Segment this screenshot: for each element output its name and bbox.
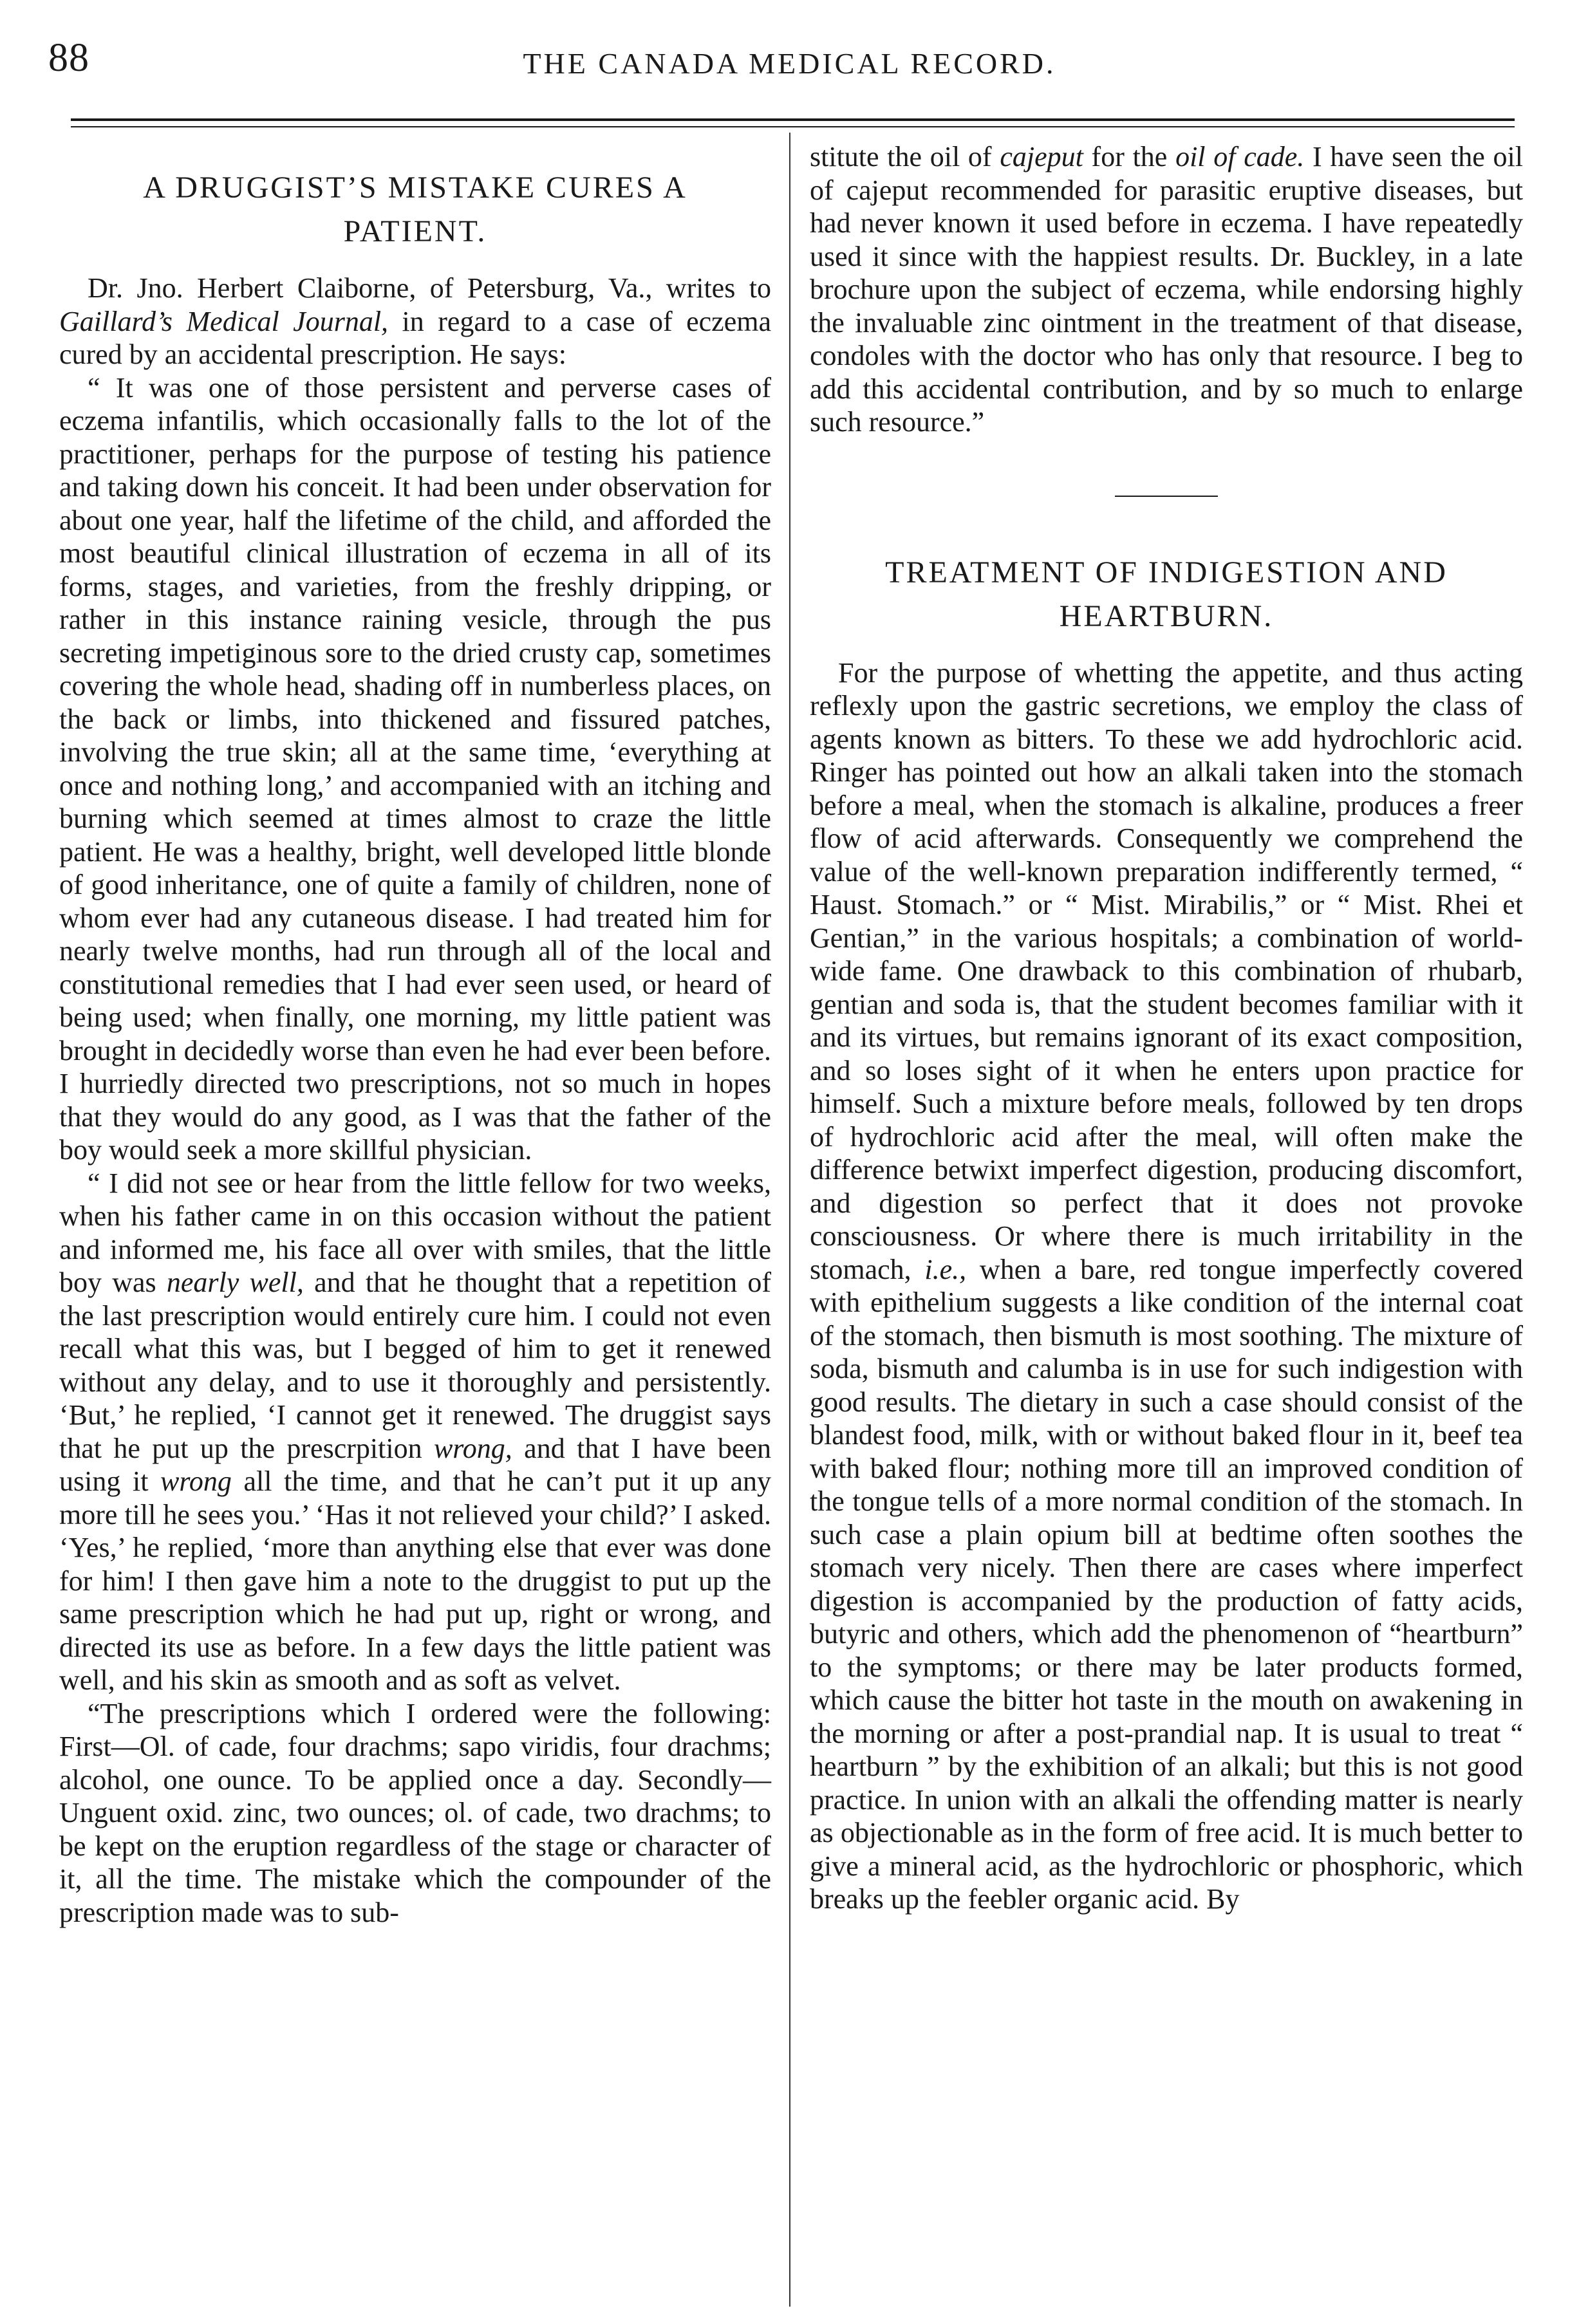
section-divider xyxy=(1115,496,1218,497)
paragraph: “The prescriptions which I ordered were the following: First—Ol. of cade, four drachms; sapo viridis, four drachms; alcohol, one ounce. To be applied once a day. Secondly—Unguent oxid. zinc, two ounces; ol. of cade, two drachms; to be kept on the eruption regardless of the stage or character of it, all the time. The mistake which the compounder of the prescription made was to sub- xyxy=(59,1697,771,1928)
article-title-indigestion: TREATMENT OF INDIGESTION AND HEARTBURN. xyxy=(885,555,1448,633)
column-divider xyxy=(789,133,790,2307)
article-title-druggist: A DRUGGIST’S MISTAKE CURES A PATIENT. xyxy=(143,171,687,248)
left-column xyxy=(59,140,771,1929)
paragraph: “ It was one of those persistent and perverse cases of eczema infantilis, which occasionally falls to the lot of the practitioner, perhaps for the purpose of testing his patience and taking down his conceit. It had been under observation for about one year, half the lifetime of the child, and afforded the most beautiful clinical illustration of eczema in all of its forms, stages, and varieties, from the freshly dripping, or rather in this instance raining vesicle, through the pus secreting impetiginous sore to the dried crusty cap, sometimes covering the whole head, shading off in numberless places, on the back or limbs, into thickened and fissured patches, involving the true skin; all at the same time, ‘everything at once and nothing long,’ and accompanied with an itching and burning which seemed at times almost to craze the little patient. He was a healthy, bright, well developed little blonde of good inheritance, one of quite a family of children, none of whom ever had any cutaneous disease. I had treated him for nearly twelve months, had run through all of the local and constitutional remedies that I had ever seen used, or heard of being used; when finally, one morning, my little patient was brought in decidedly worse than even he had ever been before. I hurriedly directed two prescriptions, not so much in hopes that they would do any good, as I was that the father of the boy would seek a more skillful physician. xyxy=(59,371,771,1166)
paragraph: For the purpose of whetting the appetite, and thus acting reflexly upon the gastric secretions, we employ the class of agents known as bitters. To these we add hydrochloric acid. Ringer has pointed out how an alkali taken into the stomach before a meal, when the stomach is alkaline, produces a freer flow of acid afterwards. Consequently we comprehend the value of the well-known preparation indifferently termed, “ Haust. Stomach.” or “ Mist. Mirabilis,” or “ Mist. Rhei et Gentian,” in the various hospitals; a combination of world-wide fame. One drawback to this combination of rhubarb, gentian and soda is, that the student becomes familiar with it and its virtues, but remains ignorant of its exact composition, and so loses sight of it when he enters upon practice for himself. Such a mixture before meals, followed by ten drops of hydrochloric acid after the meal, will often make the difference betwixt imperfect digestion, producing discomfort, and digestion so perfect that it does not provoke consciousness. Or where there is much irritability in the stomach, i.e., when a bare, red tongue imperfectly covered with epithelium suggests a like condition of the internal coat of the stomach, then bismuth is most soothing. The mixture of soda, bismuth and calumba is in use for such indigestion with good results. The dietary in such a case should consist of the blandest food, milk, with or without baked flour in it, beef tea with baked flour; nothing more till an improved condition of the tongue tells of a more normal condition of the stomach. In such case a plain opium bill at bedtime often soothes the stomach very nicely. Then there are cases where imperfect digestion is accompanied by the production of fatty acids, butyric and others, which add the phenomenon of “heartburn” to the symptoms; or there may be later products formed, which cause the bitter hot taste in the mouth on awakening in the morning or after a post-prandial nap. It is usual to treat “ heartburn ” by the exhibition of an alkali; but this is not good practice. In union with an alkali the offending matter is nearly as objectionable as in the form of free acid. It is much better to give a mineral acid, as the hydrochloric or phosphoric, which breaks up the feebler organic acid. By xyxy=(810,656,1523,1915)
paragraph-continued: stitute the oil of cajeput for the oil of cade. I have seen the oil of cajeput recommended for parasitic eruptive diseases, but had never known it used before in eczema. I have repeatedly used it since with the happiest results. Dr. Buckley, in a late brochure upon the subject of eczema, while endorsing highly the invaluable zinc ointment in the treatment of that disease, condoles with the doctor who has only that resource. I beg to add this accidental contribution, and by so much to enlarge such resource.” xyxy=(810,141,1523,438)
header-rule xyxy=(71,118,1515,121)
page-number: 88 xyxy=(48,36,89,80)
paragraph: “ I did not see or hear from the little fellow for two weeks, when his father came in on this occasion without the patient and informed me, his face all over with smiles, that the little boy was nearly well, and that he thought that a repetition of the last prescription would entirely cure him. I could not even recall what this was, but I begged of him to get it renewed without any delay, and to use it thoroughly and persistently. ‘But,’ he replied, ‘I cannot get it renewed. The druggist says that he put up the prescrpition wrong, and that I have been using it wrong all the time, and that he can’t put it up any more till he sees you.’ ‘Has it not relieved your child?’ I asked. ‘Yes,’ he replied, ‘more than anything else that ever was done for him! I then gave him a note to the druggist to put up the same prescription which he had put up, right or wrong, and directed its use as before. In a few days the little patient was well, and his skin as smooth and as soft as velvet. xyxy=(59,1167,772,1696)
running-head: THE CANADA MEDICAL RECORD. xyxy=(523,47,1056,80)
header-rule-thin xyxy=(71,126,1515,127)
right-column xyxy=(810,140,1523,1916)
paragraph: Dr. Jno. Herbert Claiborne, of Petersburg, Va., writes to Gaillard’s Medical Journal, in regard to a case of eczema cured by an accidental prescription. He says: xyxy=(59,272,771,370)
